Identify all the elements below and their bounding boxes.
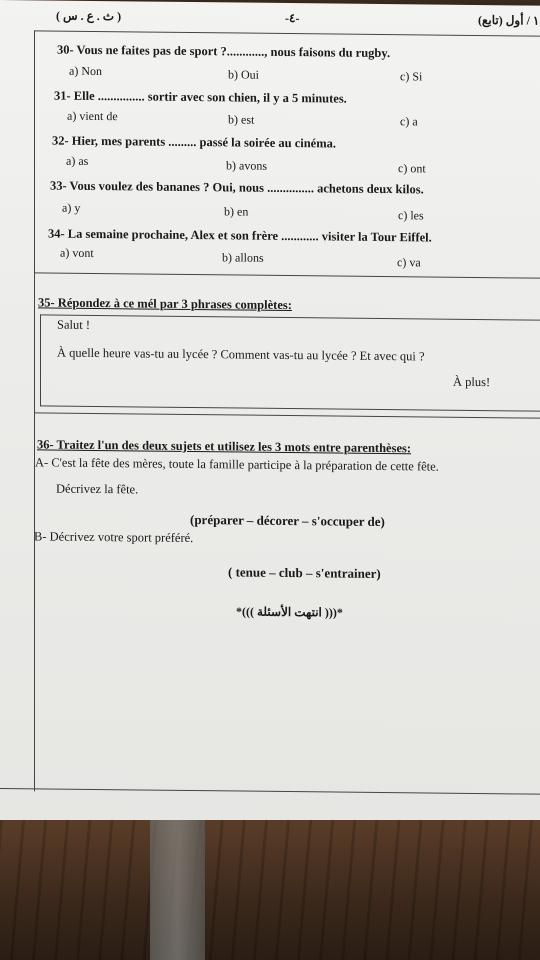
question-34: 34- La semaine prochaine, Alex et son frère ............ visiter la Tour Eiffel. bbox=[48, 226, 432, 245]
q30-option-c: c) Si bbox=[400, 69, 423, 84]
email-box bbox=[40, 314, 540, 411]
header-section: ١ / أول (تابع) bbox=[478, 13, 540, 28]
email-body: À quelle heure vas-tu au lycée ? Comment vas-tu au lycée ? Et avec qui ? bbox=[57, 345, 425, 364]
question-36-title: 36- Traitez l'un des deux sujets et utilisez les 3 mots entre parenthèses: bbox=[37, 437, 412, 456]
topic-a-words: (préparer – décorer – s'occuper de) bbox=[190, 511, 385, 530]
q34-option-c: c) va bbox=[397, 255, 421, 270]
question-31: 31- Elle ............... sortir avec son chien, il y a 5 minutes. bbox=[54, 88, 347, 106]
question-32: 32- Hier, mes parents ......... passé la soirée au cinéma. bbox=[52, 133, 337, 151]
q31-option-a: a) vient de bbox=[67, 108, 118, 124]
question-35-title: 35- Répondez à ce mél par 3 phrases complètes: bbox=[38, 295, 292, 313]
question-30: 30- Vous ne faites pas de sport ?............, nous faisons du rugby. bbox=[57, 42, 391, 61]
topic-b-text: B- Décrivez votre sport préféré. bbox=[34, 529, 194, 546]
email-greeting: Salut ! bbox=[57, 317, 90, 332]
wooden-table bbox=[0, 820, 540, 960]
topic-b-words: ( tenue – club – s'entrainer) bbox=[228, 564, 381, 581]
header-code: ( ث . ع . س ) bbox=[56, 8, 122, 24]
q31-option-c: c) a bbox=[400, 114, 418, 129]
q31-option-b: b) est bbox=[228, 112, 255, 127]
q30-option-a: a) Non bbox=[69, 63, 102, 79]
q30-option-b: b) Oui bbox=[228, 67, 259, 82]
q34-option-b: b) allons bbox=[222, 250, 264, 265]
page-number: -٤- bbox=[285, 10, 300, 26]
q34-option-a: a) vont bbox=[60, 245, 94, 260]
q32-option-a: a) as bbox=[66, 153, 89, 168]
q32-option-c: c) ont bbox=[398, 161, 426, 176]
question-33: 33- Vous voulez des bananes ? Oui, nous ............... achetons deux kilos. bbox=[50, 178, 424, 197]
q33-option-b: b) en bbox=[224, 204, 249, 219]
page-header bbox=[0, 4, 540, 32]
q32-option-b: b) avons bbox=[226, 158, 267, 173]
end-of-questions: *((( انتهت الأسئلة )))* bbox=[236, 604, 343, 620]
topic-a-instruction: Décrivez la fête. bbox=[56, 481, 139, 497]
q33-option-a: a) y bbox=[62, 200, 81, 215]
table-gap bbox=[150, 820, 205, 960]
q33-option-c: c) les bbox=[398, 208, 424, 223]
topic-a-text: A- C'est la fête des mères, toute la famille participe à la préparation de cette fête. bbox=[35, 455, 439, 474]
email-closing: À plus! bbox=[453, 374, 491, 390]
